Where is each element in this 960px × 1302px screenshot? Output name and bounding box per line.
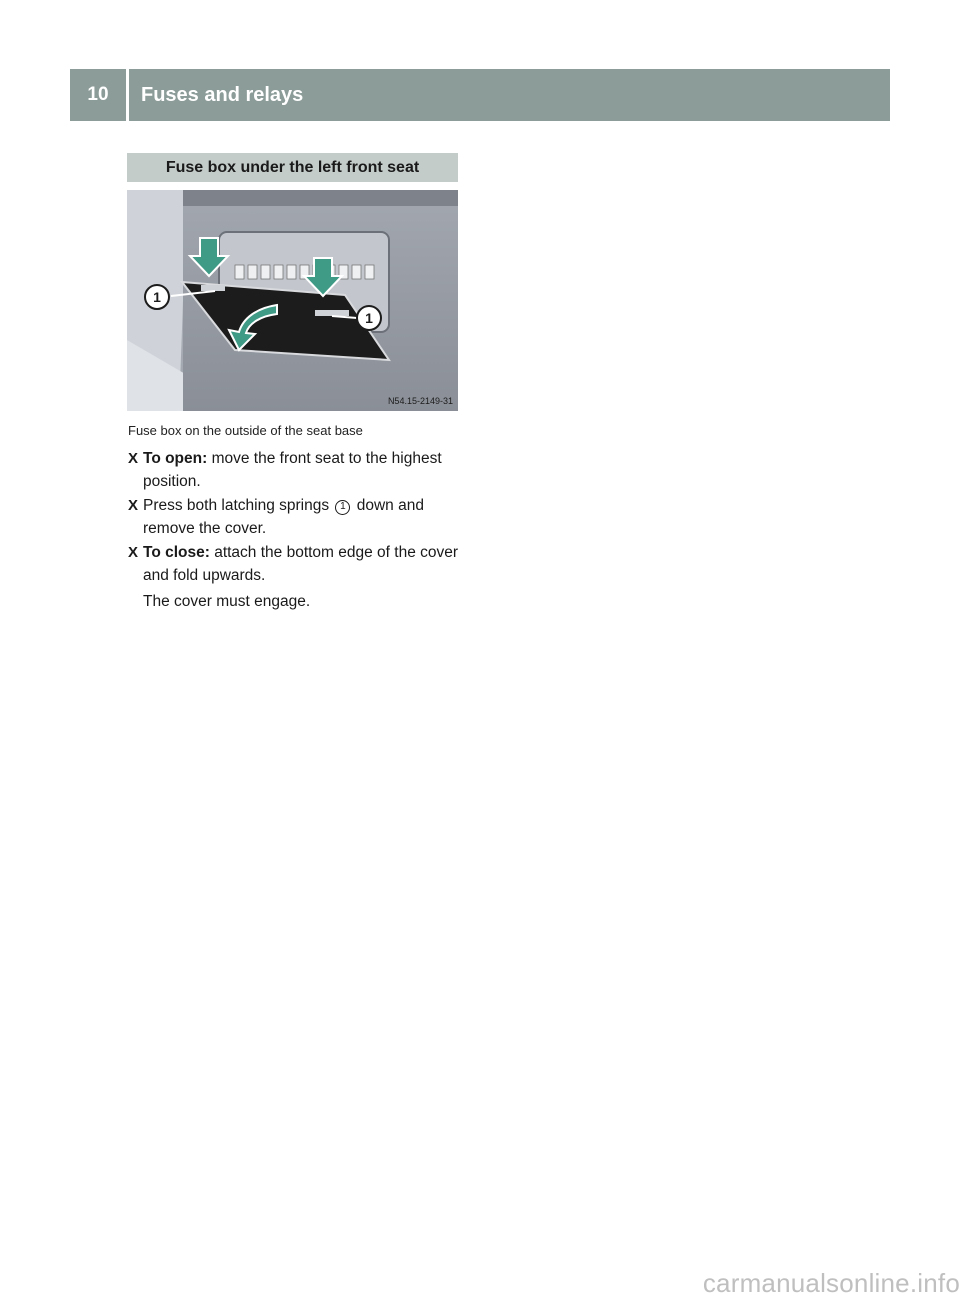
step-marker-icon: X xyxy=(128,544,139,561)
latching-spring-right xyxy=(315,310,349,316)
step-marker-icon: X xyxy=(128,450,139,467)
page-number: 10 xyxy=(87,84,109,105)
callout-1-left xyxy=(145,285,169,309)
step-text: down and remove the cover. xyxy=(143,497,424,537)
step-text: move the front seat to the highest position. xyxy=(143,450,442,490)
watermark: carmanualsonline.info xyxy=(702,1268,960,1298)
step-body xyxy=(128,541,464,587)
step-lead: To open: xyxy=(143,450,208,467)
figure-caption: Fuse box on the outside of the seat base xyxy=(128,423,363,438)
step-lead: To close: xyxy=(143,544,210,561)
callout-1-right xyxy=(357,306,381,330)
chapter-title: Fuses and relays xyxy=(141,83,304,106)
seat-edge xyxy=(183,190,458,206)
fuse-box-illustration xyxy=(127,190,458,411)
engage-note: The cover must engage. xyxy=(143,593,311,610)
section-heading: Fuse box under the left front seat xyxy=(127,153,458,182)
callout-1-inline: 1 xyxy=(335,500,350,515)
step-to-open xyxy=(128,447,464,493)
step-press-springs xyxy=(128,494,464,540)
step-to-close xyxy=(128,541,464,587)
figure-code: N54.15-2149-31 xyxy=(387,396,453,406)
fuse-box-figure xyxy=(127,190,458,411)
step-text: Press both latching springs xyxy=(143,497,334,514)
latching-spring-left xyxy=(201,285,225,291)
step-marker-icon: X xyxy=(128,497,139,514)
svg-text:1: 1 xyxy=(153,289,161,305)
svg-text:1: 1 xyxy=(365,310,373,326)
header-divider xyxy=(126,69,129,121)
step-body xyxy=(128,447,464,493)
step-text: attach the bottom edge of the cover and fold upwards. xyxy=(143,544,459,584)
step-body xyxy=(128,494,464,540)
